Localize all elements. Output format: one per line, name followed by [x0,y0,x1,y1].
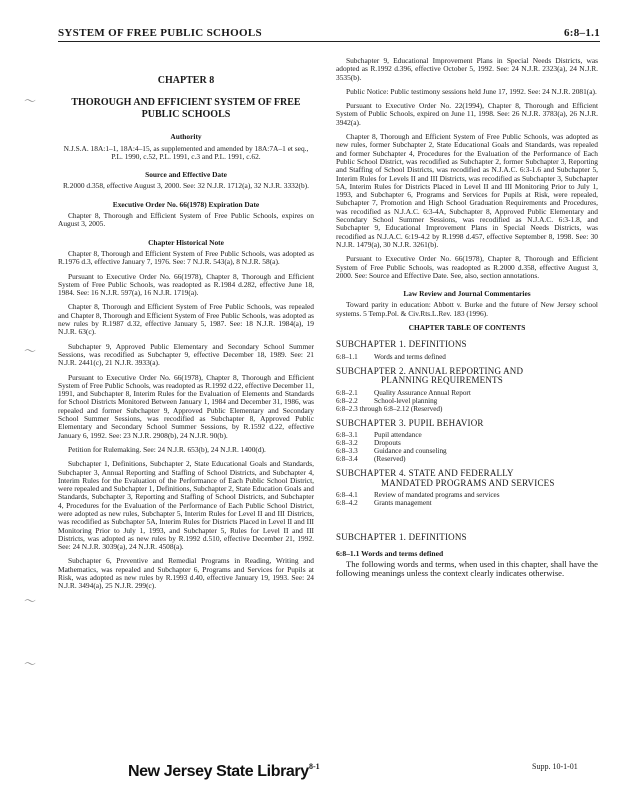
margin-mark: 〜 [24,94,37,108]
table-of-contents [336,340,598,507]
toc-entry: 6:8–3.3 Guidance and counseling [336,447,447,456]
source-heading: Source and Effective Date [145,170,227,180]
section-heading: 6:8–1.1 Words and terms defined [336,548,444,558]
toc-entry: 6:8–3.1 Pupil attendance [336,431,422,440]
historical-note-heading: Chapter Historical Note [148,237,224,247]
toc-entry: 6:8–2.1 Quality Assurance Annual Report [336,388,471,397]
toc-subchapter-heading: SUBCHAPTER 4. STATE AND FEDERALLY MANDATED PROGRAMS AND SERVICES [336,468,555,488]
historical-paragraph: Chapter 8, Thorough and Efficient System of Free Public Schools, was adopted as R.1976 d.3, effective January 7, 1976. See: 7 N.J.R. 543(a), 8 N.J.R. 58(a). [58,248,314,267]
toc-subchapter-heading: SUBCHAPTER 3. PUPIL BEHAVIOR [336,417,484,428]
toc-entry: 6:8–4.2 Grants management [336,499,432,508]
law-review-heading: Law Review and Journal Commentaries [403,289,531,299]
toc-entry: 6:8–3.4 (Reserved) [336,455,406,464]
header-title: SYSTEM OF FREE PUBLIC SCHOOLS [58,27,262,39]
authority-text: N.J.S.A. 18A:1–1, 18A:4–15, as supplemented and amended by 18A:7A–1 et seq., P.L. 1990, c.52, P.L. 1991, c.3 and P.L. 1991, c.62. [63,143,309,161]
margin-mark: 〜 [24,657,37,671]
historical-paragraph: Pursuant to Executive Order No. 66(1978), Chapter 8, Thorough and Efficient System of Free Public Schools, was readopted as R.2000 d.358, effective August 3, 2000. See: Source and Effective Date. See, also, section annotations. [336,254,598,280]
source-text: R.2000 d.358, effective August 3, 2000. See: 32 N.J.R. 1712(a), 32 N.J.R. 3332(b). [63,181,309,191]
historical-paragraph: Subchapter 1, Definitions, Subchapter 2, State Educational Goals and Standards, Subchapter 3, Annual Reporting and Staffing of School Districts, and Subchapter 4, Interim Rules for the Evaluation of the Performance of Each Public School District, were repealed and Subchapter 1, Definitions, Subchapter 2, State Education Goals and Standards, Subchapter 3, Reporting and Staffing of School Districts, and Subchapter 4, Procedures for the Evaluation of the Performance of Each Public School District, were adopted as new rules, Subchapter 5, Interim Rules for Level II and III Districts, was recodified as Subchapter 5A, Interim Rules for Districts Placed in Level II and III Monitoring Prior to July 1, 1993, and Subchapter 5, Rules for Level II and III Districts, was adopted as new rules by R.1992 d.510, effective December 21, 1992. See: 24 N.J.R. 3039(a), 24 N.J.R. 4508(a). [58,459,314,552]
section-text: The following words and terms, when used in this chapter, shall have the following meanings unless the context clearly indicates otherwise. [336,558,598,579]
subchapter-heading: SUBCHAPTER 1. DEFINITIONS [336,532,467,543]
running-header [58,27,600,42]
historical-paragraph: Subchapter 6, Preventive and Remedial Programs in Reading, Writing and Mathematics, was repealed and Subchapter 6, Programs and Services for Pupils at Risk, was adopted as new rules by R.1993 d.40, effective January 19, 1993. See: 24 N.J.R. 3494(a), 25 N.J.R. 299(c). [58,556,314,591]
chapter-title: THOROUGH AND EFFICIENT SYSTEM OF FREE PUBLIC SCHOOLS [71,97,301,121]
margin-mark: 〜 [24,344,37,358]
library-stamp: New Jersey State Library [128,763,309,780]
historical-paragraph: Pursuant to Executive Order No. 22(1994), Chapter 8, Thorough and Efficient System of Public Schools, expired on June 11, 1998. See: 26 N.J.R. 3783(a), 26 N.J.R. 3942(a). [336,101,598,127]
supplement-date: Supp. 10-1-01 [532,762,578,771]
historical-paragraph: Pursuant to Executive Order No. 66(1978), Chapter 8, Thorough and Efficient System of Free Public Schools, was readopted as R.1992 d.22, effective December 11, 1991, and Subchapter 8, Interim Rules for the Evaluation of Elements and Standards for School Districts Monitored Between January 1, 1984 and December 31, 1986, was repealed and former Subchapter 9, Approved Public Elementary and Secondary School Summer Sessions, was recodified as Subchapter 8, Approved Public Elementary and Secondary School Summer Sessions, by R.1592 d.22, effective January 6, 1992. See: 23 N.J.R. 2908(b), 24 N.J.R. 90(b). [58,372,314,440]
historical-paragraph: Chapter 8, Thorough and Efficient System of Free Public Schools, was repealed and Chapter 8, Thorough and Efficient System of Free Public Schools, was adopted as new rules by R.1987 d.32, effective January 5, 1987. See: 18 N.J.R. 1984(a), 19 N.J.R. 63(c). [58,302,314,337]
expiration-heading: Executive Order No. 66(1978) Expiration Date [112,199,260,209]
historical-paragraph: Chapter 8, Thorough and Efficient System of Free Public Schools, was adopted as new rules, former Subchapter 2, State Educational Goals and Standards, was repealed and former Subchapter 4, Procedures for the Evaluation of the Performance of Each Public School District, was recodified as Subchapter 2, former Subchapter 3, Reporting and Staffing of School Districts, was recodified as N.J.A.C. 6:3-1.6 and Subchapter 5, Interim Rules for Levels II and III Districts, was recodified as Subchapter 3, Subchapter 5A, Interim Rules for Districts Placed in Level II and III Monitoring Prior to July 1, 1993, and Subchapter 6, Programs and Services for Pupils at Risk, were repealed, Subchapter 7, Promotion and High School Graduation Requirements and Procedures, was recodified as N.J.A.C. 6:3-4A, Subchapter 8, Approved Public Elementary and Secondary School Summer Sessions, was recodified as N.J.A.C. 6:3-1.8, and Subchapter 9, Educational Improvement Plans in Special Needs Districts, was recodified as N.J.A.C. 6:19-4.2 by R.1998 d.457, effective September 8, 1998. See: 30 N.J.R. 1479(a), 30 N.J.R. 3261(b). [336,132,598,249]
law-review-text: Toward parity in education: Abbott v. Burke and the future of New Jersey school systems. 5 Temp.Pol. & Civ.Rts.L.Rev. 183 (1996). [336,300,598,318]
toc-entry: 6:8–4.1 Review of mandated programs and services [336,491,500,500]
historical-paragraph: Petition for Rulemaking. See: 24 N.J.R. 653(b), 24 N.J.R. 1400(d). [68,444,266,454]
right-column [336,57,598,579]
toc-entry: 6:8–2.3 through 6:8–2.12 (Reserved) [336,404,443,413]
toc-entry: 6:8–1.1 Words and terms defined [336,352,446,361]
page-number: 8-1 [309,762,320,771]
toc-subchapter-heading: SUBCHAPTER 2. ANNUAL REPORTING AND PLANNING REQUIREMENTS [336,365,524,386]
toc-subchapter-heading: SUBCHAPTER 1. DEFINITIONS [336,339,467,350]
header-section-number: 6:8–1.1 [563,27,600,39]
authority-heading: Authority [170,132,202,142]
toc-entry: 6:8–2.2 School-level planning [336,396,438,405]
left-column [58,57,314,597]
chapter-number: CHAPTER 8 [157,75,215,86]
margin-mark: 〜 [24,594,37,608]
expiration-text: Chapter 8, Thorough and Efficient System of Free Public Schools, expires on August 3, 2005. [58,211,314,229]
toc-entry: 6:8–3.2 Dropouts [336,439,401,448]
historical-paragraph: Pursuant to Executive Order No. 66(1978), Chapter 8, Thorough and Efficient System of Free Public Schools, was readopted as R.1984 d.282, effective June 18, 1984. See: 16 N.J.R. 597(a), 16 N.J.R. 1719(a). [58,271,314,298]
historical-paragraph: Public Notice: Public testimony sessions held June 17, 1992. See: 24 N.J.R. 2081(a). [346,86,597,96]
historical-paragraph: Subchapter 9, Educational Improvement Plans in Special Needs Districts, was adopted as R.1992 d.396, effective October 5, 1992. See: 24 N.J.R. 2323(a), 24 N.J.R. 3535(b). [336,56,598,82]
historical-paragraph: Subchapter 9, Approved Public Elementary and Secondary School Summer Sessions, was recodified as Subchapter 9, effective December 18, 1989. See: 21 N.J.R. 2441(c), 21 N.J.R. 3933(a). [58,341,314,368]
toc-title: CHAPTER TABLE OF CONTENTS [408,323,526,333]
